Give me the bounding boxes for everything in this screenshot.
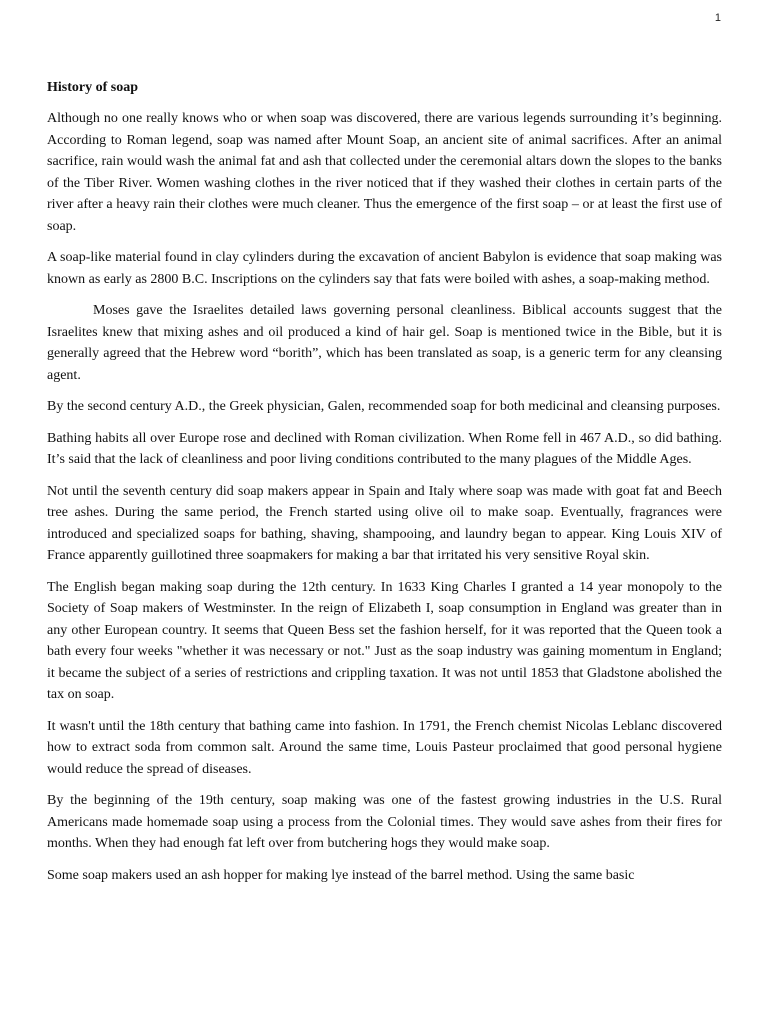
paragraph-babylon: A soap-like material found in clay cylinders during the excavation of ancient Babylon is evidence that soap making was known as early as 2800 B.C. Inscriptions on the cylinders say that fats were boiled with ashes, a soap-making method. [47,250,722,287]
page-number: 1 [714,12,721,24]
document-body [47,77,722,896]
paragraph-galen: By the second century A.D., the Greek physician, Galen, recommended soap for both medicinal and cleansing purposes. [47,399,721,414]
paragraph-moses: Moses gave the Israelites detailed laws governing personal cleanliness. Biblical accounts suggest that the Israelites knew that mixing ashes and oil produced a kind of hair gel. Soap is mentioned twice in the Bible, but it is generally agreed that the Hebrew word “borith”, which has been translated as soap, is a generic term for any cleansing agent. [47,303,722,383]
document-title: History of soap [47,80,138,95]
paragraph-19th-century: By the beginning of the 19th century, soap making was one of the fastest growing industries in the U.S. Rural Americans made homemade soap using a process from the Colonial times. They would save ashes from their fires for months. When they had enough fat left over from butchering hogs they would make soap. [47,793,722,851]
paragraph-18th-century: It wasn't until the 18th century that bathing came into fashion. In 1791, the French chemist Nicolas Leblanc discovered how to extract soda from common salt. Around the same time, Louis Pasteur proclaimed that good personal hygiene would reduce the spread of diseases. [47,718,722,777]
paragraph-english-soap: The English began making soap during the 12th century. In 1633 King Charles I granted a 14 year monopoly to the Society of Soap makers of Westminster. In the reign of Elizabeth I, soap consumption in England was greater than in any other European country. It seems that Queen Bess set the fashion herself, for it was reported that the Queen took a bath every four weeks "whether it was necessary or not." Just as the soap industry was gaining momentum in England; it became the subject of a series of restrictions and crippling taxation. It was not until 1853 that Gladstone abolished the tax on soap. [47,579,722,702]
paragraph-europe-bathing: Bathing habits all over Europe rose and declined with Roman civilization. When Rome fell in 467 A.D., so did bathing. It’s said that the lack of cleanliness and poor living conditions contributed to the many plagues of the Middle Ages. [47,430,722,467]
paragraph-spain-italy: Not until the seventh century did soap makers appear in Spain and Italy where soap was made with goat fat and Beech tree ashes. During the same period, the French started using olive oil to make soap. Eventually, fragrances were introduced and specialized soaps for bathing, shaving, shampooing, and laundry began to appear. King Louis XIV of France apparently guillotined three soapmakers for making a bar that irritated his very sensitive Royal skin. [47,483,722,563]
paragraph-ash-hopper: Some soap makers used an ash hopper for making lye instead of the barrel method. Using the same basic [47,867,635,883]
paragraph-origin-legend: Although no one really knows who or when soap was discovered, there are various legends surrounding it’s beginning. According to Roman legend, soap was named after Mount Soap, an ancient site of animal sacrifices. After an animal sacrifice, rain would wash the animal fat and ash that collected under the ceremonial altars down the slopes to the banks of the Tiber River. Women washing clothes in the river noticed that if they washed their clothes in certain parts of the river after a heavy rain their clothes were much cleaner. Thus the emergence of the first soap – or at least the first use of soap. [47,111,722,234]
